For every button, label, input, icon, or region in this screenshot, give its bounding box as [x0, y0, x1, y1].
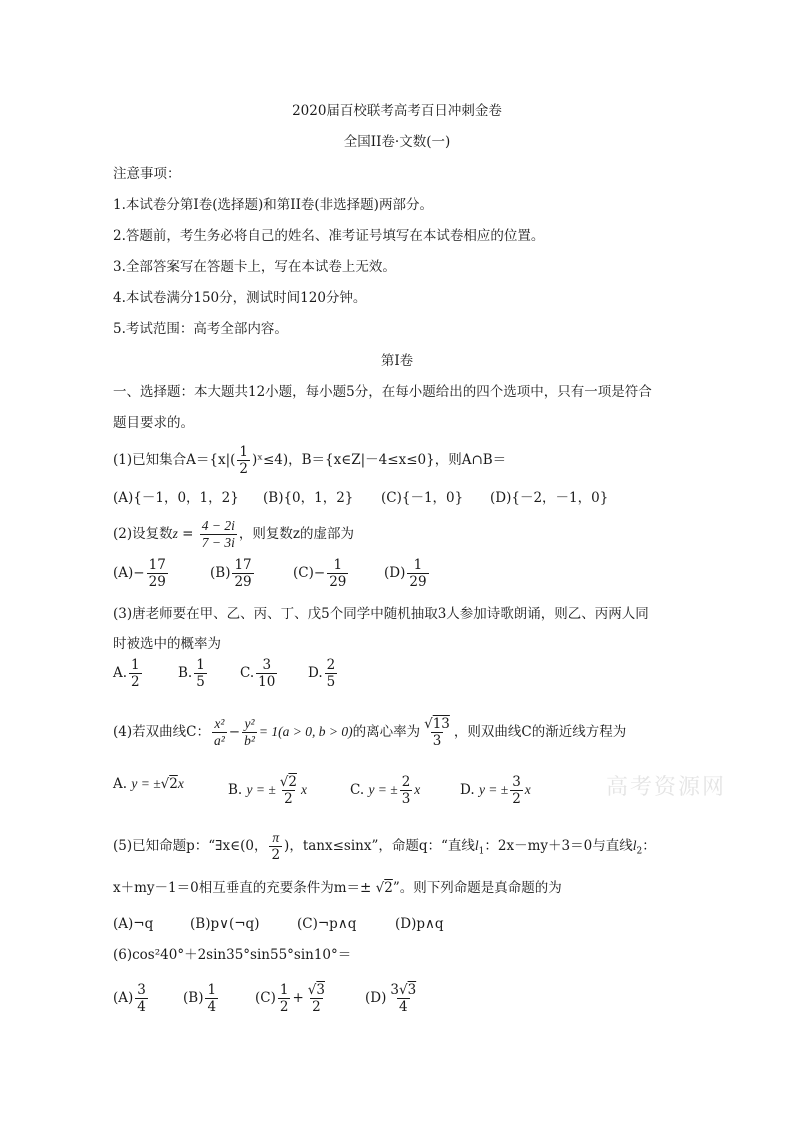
option-d: (D)p∧q — [395, 916, 444, 932]
notice-item: 2.答题前，考生务必将自己的姓名、准考证号填写在本试卷相应的位置。 — [113, 228, 545, 244]
option-a: A. $\frac{1}{2}$ — [113, 657, 140, 691]
option-b: B. y = ± $\frac{√2}{2}$ x — [228, 774, 307, 808]
question-6-options — [113, 983, 453, 1027]
question-2-stem: (2)设复数z = $\frac{4 - 2i}{7 - 3i}$ ，则复数z的虚部为 — [113, 517, 355, 550]
question-3-stem: (3)唐老师要在甲、乙、丙、丁、戊5个同学中随机抽取3人参加诗歌朗诵，则乙、丙两人同 — [113, 606, 649, 622]
exam-subtitle: 全国II卷·文数(一) — [343, 134, 451, 150]
question-5-stem: (5)已知命题p：“∃x∈(0， $\frac{\pi}{2}$ )，tanx≤sinx”，命题q：“直线$l_1$：2x－my＋3＝0与直线$l_2$： — [113, 829, 656, 863]
option-d: (D) $\frac{1}{29}$ — [384, 557, 427, 591]
option-d: D. y = ± $\frac{3}{2}$ x — [460, 774, 531, 808]
option-d: (D){－2，－1，0} — [490, 490, 609, 506]
notice-item: 3.全部答案写在答题卡上，写在本试卷上无效。 — [113, 259, 396, 275]
option-b: (B) $\frac{17}{29}$ — [210, 557, 252, 591]
question-5-stem-cont: x＋my－1＝0相互垂直的充要条件为m＝± √2”。则下列命题是真命题的为 — [113, 880, 562, 896]
option-c: (C)− $\frac{1}{29}$ — [293, 557, 347, 591]
question-1-stem: (1)已知集合A＝{x|( $\frac{1}{2}$ )ˣ≤4)，B＝{x∈Z|－4≤x≤0}，则A∩B＝ — [113, 443, 507, 477]
question-3-options — [113, 658, 453, 698]
question-6-stem: (6)cos²40°＋2sin35°sin55°sin10°＝ — [113, 947, 352, 963]
option-c: (C) $\frac{1}{2}$ + $\frac{√3}{2}$ — [255, 982, 325, 1016]
fraction: $\frac{1}{2}$ — [239, 443, 248, 477]
option-c: C. y = ± $\frac{2}{3}$ x — [350, 774, 421, 808]
option-b: (B)p∨(¬q) — [190, 916, 260, 932]
fraction: $\frac{4 - 2i}{7 - 3i}$ — [201, 517, 235, 550]
question-4-stem: (4)若双曲线C： $\frac{\text{x²}}{\text{a²}}$ − $\frac{\text{y²}}{\text{b²}}$ = 1(a > 0, b > 0)的离心率为 $\frac{√13}{3}$ ，则双曲线C的渐近线方程为 — [113, 715, 627, 749]
notice-item: 5.考试范围：高考全部内容。 — [113, 321, 288, 337]
option-d: (D) $\frac{3√3}{4}$ — [365, 982, 417, 1016]
option-a: A. y = ±√2x — [113, 776, 184, 792]
option-b: B. $\frac{1}{5}$ — [178, 657, 205, 691]
fraction: $\frac{\pi}{2}$ — [271, 829, 281, 863]
option-c: C. $\frac{3}{10}$ — [240, 657, 276, 691]
fraction: $\frac{\text{x²}}{\text{a²}}$ — [213, 715, 225, 748]
option-a: (A){－1，0，1，2} — [113, 490, 239, 506]
option-c: (C)¬p∧q — [297, 916, 357, 932]
option-b: (B) $\frac{1}{4}$ — [183, 982, 217, 1016]
notice-item: 1.本试卷分第I卷(选择题)和第II卷(非选择题)两部分。 — [113, 197, 433, 213]
section-instructions-cont: 题目要求的。 — [113, 415, 194, 431]
section-instructions: 一、选择题：本大题共12小题，每小题5分，在每小题给出的四个选项中，只有一项是符合 — [113, 384, 652, 400]
option-a: (A) $\frac{3}{4}$ — [113, 982, 146, 1016]
fraction: $\frac{√13}{3}$ — [424, 715, 450, 749]
option-d: D. $\frac{2}{5}$ — [308, 657, 336, 691]
option-a: (A)− $\frac{17}{29}$ — [113, 557, 166, 591]
notice-item: 4.本试卷满分150分，测试时间120分钟。 — [113, 290, 367, 306]
notice-heading: 注意事项： — [113, 166, 181, 182]
option-c: (C){－1，0} — [381, 490, 464, 506]
option-b: (B){0，1，2} — [263, 490, 354, 506]
exam-title: 2020届百校联考高考百日冲刺金卷 — [292, 103, 502, 119]
question-2-options — [113, 558, 453, 598]
option-a: (A)¬q — [113, 916, 154, 932]
watermark-text: 高考资源网 — [606, 775, 727, 800]
part-title: 第I卷 — [380, 353, 414, 369]
fraction: $\frac{\text{y²}}{\text{b²}}$ — [244, 715, 255, 748]
question-4-options — [113, 775, 573, 817]
question-3-stem-cont: 时被选中的概率为 — [113, 636, 221, 652]
